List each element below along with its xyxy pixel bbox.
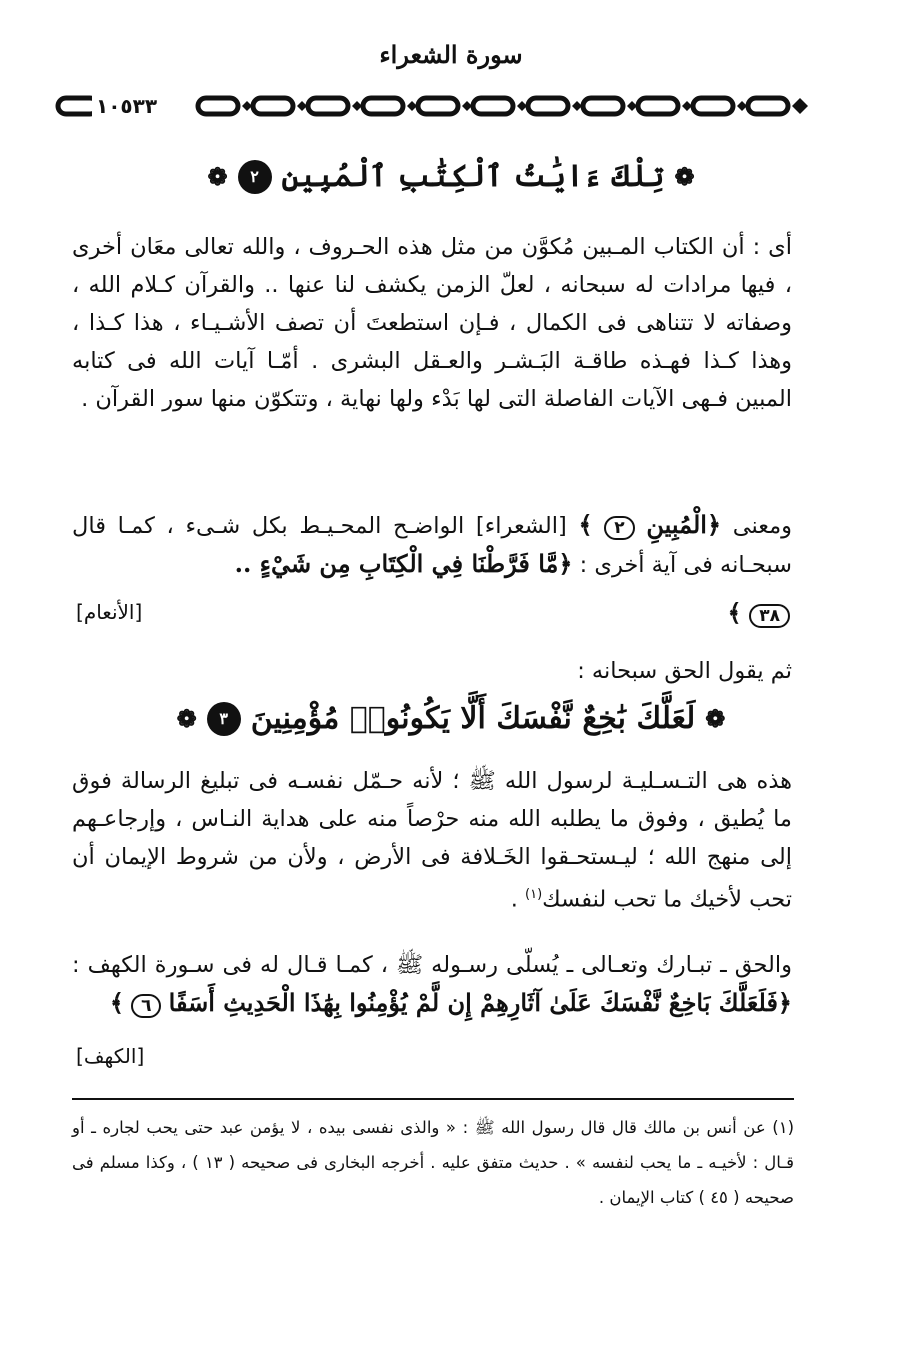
source-reference: [الكهف]	[76, 1044, 145, 1068]
header-ornament-band	[48, 92, 820, 120]
surah-title: سورة الشعراء	[379, 40, 523, 69]
paragraph-5: والحق ـ تبـارك وتعـالى ـ يُسلّى رسـوله ﷺ ، كمـا قـال له فى سـورة الكهف : ﴿فَلَعَلَّكَ بَاخِعٌ نَّفْسَكَ عَلَىٰ آثَارِهِمْ إِن لَّمْ يُؤْمِنُوا بِهَٰذَا الْحَدِيثِ أَسَفًا ٦ ﴾	[72, 952, 792, 1017]
footnote: (١) عن أنس بن مالك قال قال رسول الله ﷺ : « والذى نفسى بيده ، لا يؤمن عبد حتى يحب لجاره ـ أو قـال : لأخيـه ـ ما يحب لنفسه » . حديث متفق عليه . أخرجه البخارى فى صحيحه ( ١٣ ) ، وكذا مسلم فى صحيحه ( ٤٥ ) كتاب الإيمان .	[72, 1118, 794, 1207]
page-number: ١٠٥٣٣	[92, 92, 161, 120]
verse-3-text: لَعَلَّكَ بَٰخِعٌ نَّفْسَكَ أَلَّا يَكُونُوا۟ مُؤْمِنِينَ	[250, 701, 696, 736]
paragraph-3: ثم يقول الحق سبحانه :	[577, 658, 792, 684]
verse-2-text: تِلْكَ ءَايَٰتُ ٱلْكِتَٰبِ ٱلْمُبِينِ	[281, 159, 665, 194]
verse-2	[0, 158, 902, 194]
verse-3	[0, 700, 902, 736]
footnote-marker: (١)	[525, 887, 543, 902]
verse-ornament-icon: ❁	[207, 162, 228, 191]
source-reference: [الأنعام]	[76, 600, 143, 624]
verse-ornament-icon: ❁	[176, 704, 197, 733]
verse-ornament-icon: ❁	[674, 162, 695, 191]
paragraph-1: أى : أن الكتاب المـبين مُكوَّن من مثل هذه الحـروف ، والله تعالى معَان أخرى ، فيها مرادات له سبحانه ، لعلّ الزمن يكشف لنا عنها .. والقرآن كـلام الله ، وصفاته لا تتناهى فى الكمال ، فـإن استطعتَ أن تصف الأشـيـاء ، هذا كـذا ، وهذا كـذا فهـذه طاقـة البَـشـر والعـقل البشرى . أمّـا آيات الله فى كتابه المبين فـهى الآيات الفاصلة التى لها بَدْء ولها نهاية ، وتتكوّن منها سور القرآن .	[72, 234, 792, 412]
quote-ending: ٣٨ ﴾	[728, 598, 791, 628]
ayah-number-badge: ٣٨	[749, 604, 790, 628]
paragraph-4: هذه هى التـسـليـة لرسول الله ﷺ ؛ لأنه حـمّل نفسـه فى تبليغ الرسالة فوق ما يُطيق ، وفوق ما يطلبه الله منه حرْصاً منه على هداية النـاس ، وإرجاعـهم إلى منهج الله ؛ ليـستحـقوا الخَـلافة فى الأرض ، ولأن من شروط الإيمان أن تحب لأخيك ما تحب لنفسك$^{(١)}$ .	[72, 768, 792, 913]
verse-number-medallion: ٢	[238, 160, 272, 194]
paragraph-2: ومعنى ﴿الْمُبِينِ ٢ ﴾ [الشعراء] الواضـح المحـيـط بكل شـىء ، كمـا قال سبحـانه فى آية أخرى : ﴿مَّا فَرَّطْنَا فِي الْكِتَابِ مِن شَيْءٍ ..	[72, 510, 793, 578]
footnote-separator	[72, 1098, 794, 1100]
verse-ornament-icon: ❁	[705, 704, 726, 733]
ayah-number-badge: ٦	[131, 994, 161, 1018]
ayah-number-badge: ٢	[604, 516, 634, 540]
verse-number-medallion: ٣	[207, 702, 241, 736]
